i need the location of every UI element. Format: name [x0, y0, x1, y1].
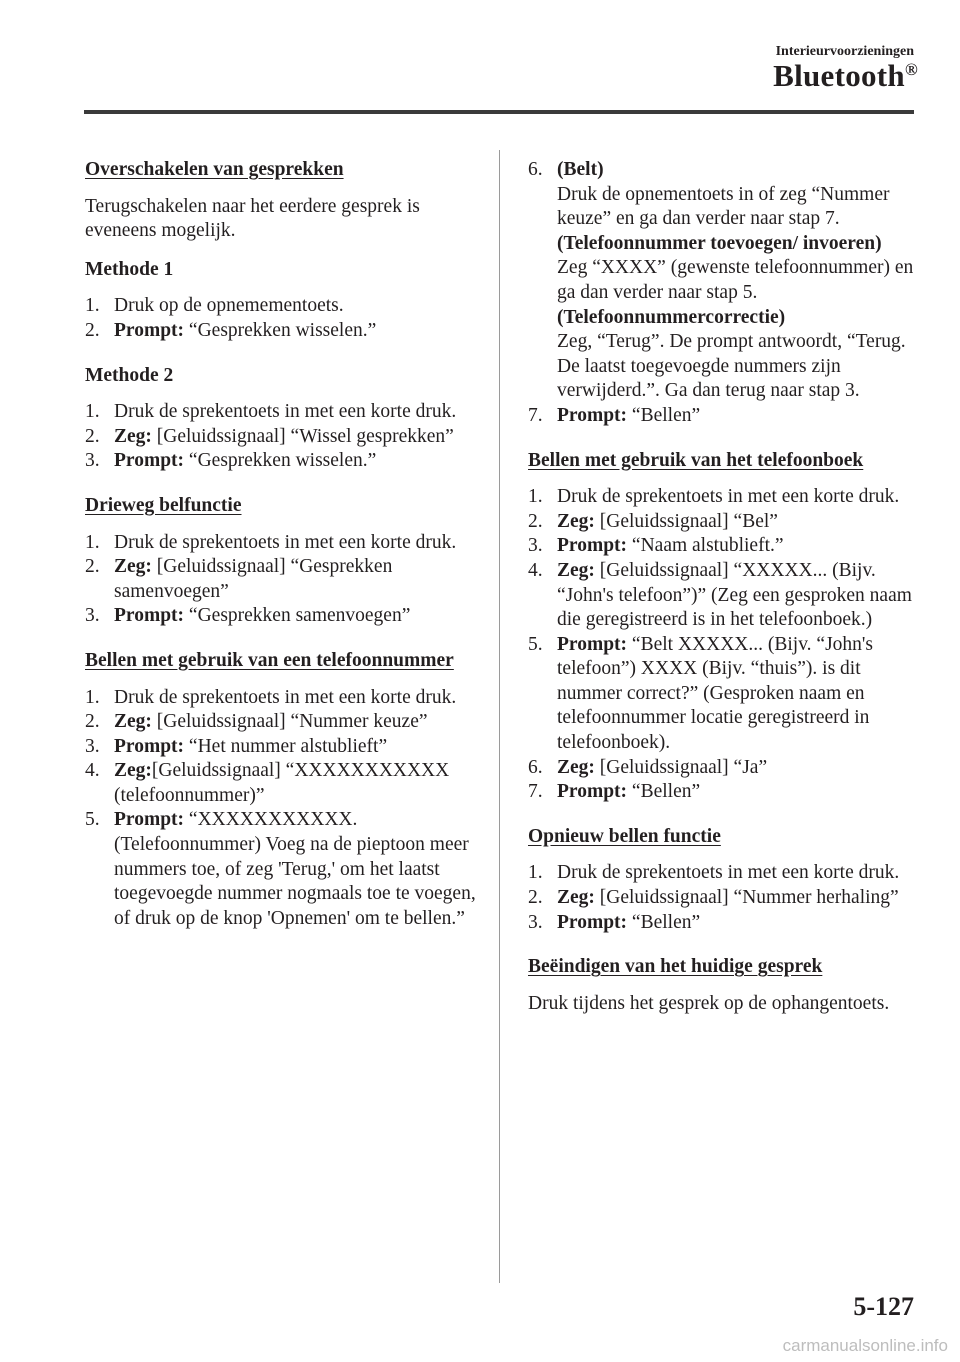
step-keyword: Zeg:: [114, 711, 152, 733]
step-text: Prompt: “XXXXXXXXXXX. (Telefoonnummer) Voeg na de pieptoon meer nummers toe, of zeg 'Terug,' om het laatst toegevoegde nummer nogmaals toe te voegen, of druk op de knop 'Opnemen' om te bellen.”: [114, 809, 476, 929]
step-number: 3.: [85, 605, 100, 627]
heading-call-phonebook: Bellen met gebruik van het telefoonboek: [528, 449, 864, 471]
step-number: 1.: [528, 862, 543, 884]
header-rule: [84, 110, 914, 114]
step-item: [528, 485, 920, 510]
step-item: [528, 510, 920, 535]
step-keyword: Prompt:: [114, 319, 185, 341]
step-text: Zeg: [Geluidssignaal] “Gesprekken samenvoegen”: [114, 556, 393, 602]
step-number: 5.: [85, 809, 100, 831]
step-item: [528, 158, 920, 404]
step-item: [85, 449, 480, 474]
three-way-steps: [85, 531, 480, 629]
step-text: Zeg: [Geluidssignaal] “Nummer herhaling”: [557, 887, 899, 909]
step-number: 5.: [528, 633, 543, 655]
step-item: [85, 735, 480, 760]
step-item: [528, 633, 920, 756]
step-item: [85, 808, 480, 931]
step-item: [85, 425, 480, 450]
step-keyword: Prompt:: [114, 450, 185, 472]
end-call-text: Druk tijdens het gesprek op de ophangentoets.: [528, 992, 890, 1014]
section-label: Interieurvoorzieningen: [775, 44, 914, 59]
step-number: 1.: [85, 686, 100, 708]
step-keyword: Zeg:: [114, 425, 152, 447]
step-number: 4.: [528, 559, 543, 581]
step-number: 1.: [85, 401, 100, 423]
redial-steps: [528, 861, 920, 935]
heading-redial: Opnieuw bellen functie: [528, 825, 721, 847]
column-divider: [499, 150, 500, 1283]
step-number: 2.: [85, 556, 100, 578]
method-1-label: Methode 1: [85, 258, 174, 280]
switch-calls-intro: Terugschakelen naar het eerdere gesprek is eveneens mogelijk.: [85, 195, 420, 242]
step-item: 7. Prompt: “Bellen”: [528, 404, 920, 429]
step-number: 1.: [85, 531, 100, 553]
step-item: [85, 759, 480, 808]
step-number: 1.: [85, 295, 100, 317]
step-text: Prompt: “Naam alstublieft.”: [557, 535, 784, 557]
step-item: [528, 534, 920, 559]
step-keyword: Prompt:: [114, 735, 185, 757]
step-item: [85, 531, 480, 556]
step-item: [528, 756, 920, 781]
step-text: Druk op de opnemementoets.: [114, 295, 344, 317]
option-correction-text: Zeg, “Terug”. De prompt antwoordt, “Terug. De laatst toegevoegde nummers zijn verwijderd.”. Ga dan terug naar stap 3.: [557, 331, 906, 402]
option-add-number: (Telefoonnummer toevoegen/ invoeren): [557, 232, 882, 254]
step-text: Zeg: [Geluidssignaal] “Ja”: [557, 756, 768, 778]
step-text: Zeg: [Geluidssignaal] “Bel”: [557, 510, 778, 532]
step-number: 2.: [528, 887, 543, 909]
method-2-steps: [85, 400, 480, 474]
step-number: 6.: [528, 159, 543, 180]
option-belt: (Belt): [557, 159, 604, 180]
left-column: [85, 158, 480, 951]
step-keyword: Zeg:: [114, 760, 152, 782]
step-keyword: Prompt:: [114, 809, 185, 831]
page-title: Bluetooth®: [773, 58, 918, 93]
heading-switch-calls: Overschakelen van gesprekken: [85, 159, 344, 180]
step-item: [528, 911, 920, 936]
step-item: [85, 710, 480, 735]
step-number: 7.: [528, 404, 543, 426]
step-text: Druk de sprekentoets in met een korte druk.: [557, 486, 900, 508]
step-item: [85, 319, 480, 344]
step-text: Zeg: [Geluidssignaal] “Wissel gesprekken”: [114, 425, 454, 447]
step-text: Druk de sprekentoets in met een korte druk.: [114, 531, 457, 553]
step-text: Prompt: “Gesprekken wisselen.”: [114, 450, 377, 472]
step-text: Prompt: “Bellen”: [557, 781, 701, 803]
heading-three-way-call: Drieweg belfunctie: [85, 494, 242, 516]
step-keyword: Prompt:: [557, 911, 628, 933]
step-item: [85, 604, 480, 629]
step-item: [85, 294, 480, 319]
step-keyword: Prompt:: [114, 605, 185, 627]
step-text: Zeg: [Geluidssignaal] “Nummer keuze”: [114, 711, 428, 733]
call-by-number-continued: [528, 158, 920, 429]
method-2-label: Methode 2: [85, 364, 174, 386]
step-number: 1.: [528, 486, 543, 508]
step-number: 3.: [528, 911, 543, 933]
step-text: Druk de sprekentoets in met een korte druk.: [557, 862, 900, 884]
step-text: Prompt: “Bellen”: [557, 911, 701, 933]
phonebook-steps: [528, 485, 920, 805]
step-number: 3.: [85, 735, 100, 757]
step-keyword: Zeg:: [557, 559, 595, 581]
step-keyword: Prompt:: [557, 535, 628, 557]
call-by-number-steps: [85, 686, 480, 932]
step-item: [528, 861, 920, 886]
step-item: [85, 555, 480, 604]
step-item: [528, 559, 920, 633]
page-number: 5-127: [853, 1292, 914, 1321]
step-number: 7.: [528, 781, 543, 803]
step-text: Druk de sprekentoets in met een korte druk.: [114, 401, 457, 423]
step-keyword: Prompt:: [557, 633, 628, 655]
step-number: 2.: [85, 319, 100, 341]
method-1-steps: [85, 294, 480, 343]
step-text: Prompt: “Gesprekken samenvoegen”: [114, 605, 411, 627]
step-number: 3.: [85, 450, 100, 472]
step-item: [85, 400, 480, 425]
step-number: 3.: [528, 535, 543, 557]
option-add-number-text: Zeg “XXXX” (gewenste telefoonnummer) en ga dan verder naar stap 5.: [557, 257, 914, 303]
step-number: 2.: [85, 711, 100, 733]
step-keyword: Zeg:: [557, 756, 595, 778]
registered-mark: ®: [904, 60, 918, 79]
heading-call-by-number: Bellen met gebruik van een telefoonnummer: [85, 649, 454, 671]
option-correction: (Telefoonnummercorrectie): [557, 306, 786, 328]
step-text: Prompt: “Het nummer alstublieft”: [114, 735, 388, 757]
step-keyword: Zeg:: [114, 556, 152, 578]
step-number: 6.: [528, 756, 543, 778]
step-item: [528, 780, 920, 805]
right-column: [528, 158, 920, 1030]
step-text: Prompt: “Gesprekken wisselen.”: [114, 319, 377, 341]
step-keyword: Prompt:: [557, 781, 628, 803]
step-item: [528, 886, 920, 911]
step-text: Druk de sprekentoets in met een korte druk.: [114, 686, 457, 708]
step-keyword: Zeg:: [557, 887, 595, 909]
step-item: [85, 686, 480, 711]
step-keyword: Zeg:: [557, 510, 595, 532]
step-number: 4.: [85, 760, 100, 782]
watermark: carmanualsonline.info: [782, 1336, 948, 1355]
step-number: 2.: [85, 425, 100, 447]
step-text: Zeg: [Geluidssignaal] “XXXXX... (Bijv. “John's telefoon”)” (Zeg een gesproken naam die geregistreerd is in het telefoonboek.): [557, 559, 912, 631]
step-number: 2.: [528, 510, 543, 532]
heading-end-call: Beëindigen van het huidige gesprek: [528, 956, 823, 978]
step-text: Zeg:[Geluidssignaal] “XXXXXXXXXXX (telefoonnummer)”: [114, 760, 450, 806]
step-text: Prompt: “Belt XXXXX... (Bijv. “John's telefoon”) XXXX (Bijv. “thuis”). is dit nummer correct?” (Gesproken naam en telefoonnummer locatie geregistreerd in telefoonboek).: [557, 633, 874, 754]
option-belt-text: Druk de opnementoets in of zeg “Nummer keuze” en ga dan verder naar stap 7.: [557, 183, 890, 230]
